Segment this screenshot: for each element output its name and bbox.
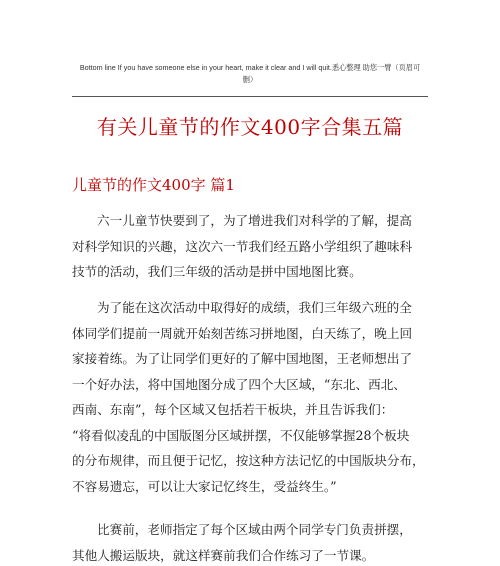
paragraph-line: 六一儿童节快要到了，为了增进我们对科学的了解，提高 <box>97 213 412 228</box>
paragraph-line: 西南、东南”，每个区域又包括若干板块，并且告诉我们： <box>72 402 394 417</box>
paragraph-line: 家接着练。为了让同学们更好的了解中国地图，王老师想出了 <box>72 351 413 366</box>
paragraph-line: 技节的活动，我们三年级的活动是拼中国地图比赛。 <box>72 264 362 279</box>
header-note-line: Bottom line If you have someone else in your heart, make it clear and I will quit.悉心整理 助您一臂（页眉可 <box>79 63 421 72</box>
page-header-note <box>72 62 428 86</box>
section-heading: 儿童节的作文400字 篇1 <box>72 176 235 194</box>
paragraph-line: 体同学们提前一周就开始刻苦练习拼地图，白天练了，晚上回 <box>72 325 413 341</box>
paragraph-line: 为了能在这次活动中取得好的成绩，我们三年级六班的全 <box>97 300 412 315</box>
header-note-line: 删） <box>242 75 258 84</box>
document-title: 有关儿童节的作文400字合集五篇 <box>96 115 404 139</box>
paragraph-line: 对科学知识的兴趣，这次六一节我们经五路小学组织了趣味科 <box>72 238 413 254</box>
paragraph-line: 比赛前，老师指定了每个区域由两个同学专门负责拼摆， <box>97 522 412 537</box>
paragraph-1 <box>72 208 428 285</box>
paragraph-2 <box>72 295 428 499</box>
paragraph-line: “将看似凌乱的中国版图分区域拼摆，不仅能够掌握28个板块 <box>72 427 410 443</box>
paragraph-line: 其他人搬运版块，就这样赛前我们合作练习了一节课。 <box>72 547 375 563</box>
paragraph-3 <box>72 517 428 566</box>
header-divider <box>72 96 428 97</box>
paragraph-line: 一个好办法，将中国地图分成了四个大区域，“东北、西北、 <box>72 376 406 392</box>
paragraph-line: 不容易遗忘，可以让大家记忆终生，受益终生。” <box>72 478 337 494</box>
paragraph-line: 的分布规律，而且便于记忆，按这种方法记忆的中国版块分布， <box>72 453 425 468</box>
